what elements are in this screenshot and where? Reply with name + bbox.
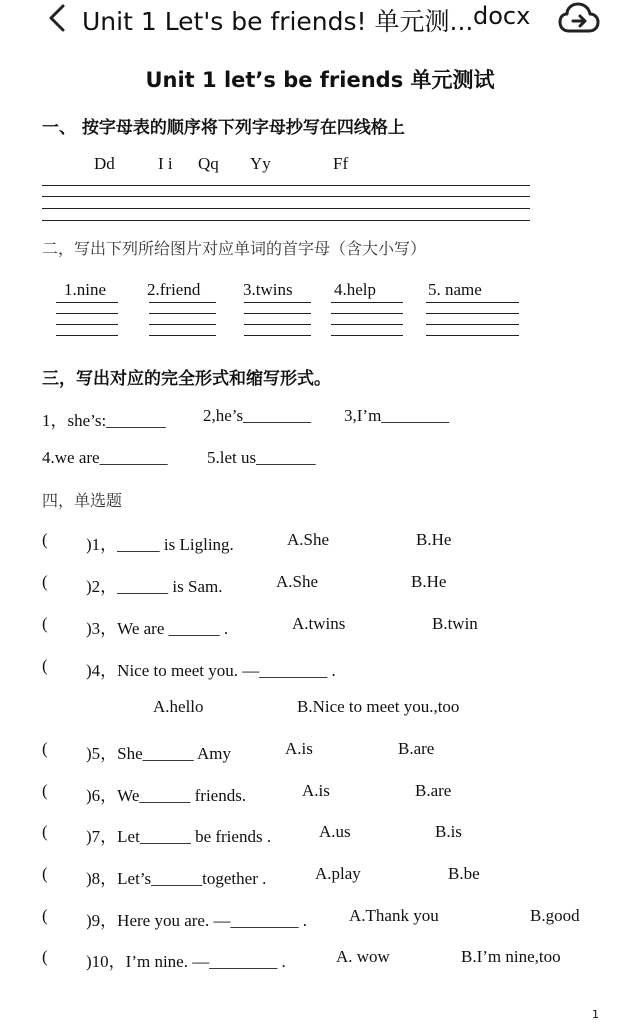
word-item: 3.twins — [243, 280, 293, 299]
file-extension: docx — [473, 2, 531, 30]
question-stem: )1，_____ is Ligling. — [86, 535, 234, 554]
question-stem: )3，We are ______ . — [86, 619, 229, 638]
word-item: 2.friend — [147, 280, 201, 299]
option-b: B.is — [435, 822, 462, 841]
answer-paren: ( — [42, 822, 48, 841]
option-b: B.Nice to meet you.,too — [297, 697, 460, 716]
question-stem: )2，______ is Sam. — [86, 577, 223, 596]
option-a: A.She — [287, 530, 330, 549]
option-b: B.be — [448, 864, 480, 883]
option-a: A.hello — [153, 697, 204, 716]
question-stem: )9，Here you are. —________ . — [86, 911, 307, 930]
question-stem: )6，We______ friends. — [86, 786, 247, 805]
contraction-item: 4.we are________ — [42, 448, 168, 467]
answer-paren: ( — [42, 739, 48, 758]
question-stem: )10，I’m nine. —________ . — [86, 952, 286, 971]
option-b: B.I’m nine,too — [461, 947, 561, 966]
option-a: A.is — [302, 781, 330, 800]
option-b: B.are — [398, 739, 435, 758]
question-stem: )8，Let’s______together . — [86, 869, 267, 888]
letter-item: Dd — [94, 154, 115, 173]
question-stem: )7，Let______ be friends . — [86, 827, 272, 846]
word-item: 1.nine — [64, 280, 107, 299]
top-bar — [0, 0, 640, 40]
cloud-upload-icon[interactable] — [558, 2, 600, 36]
option-a: A. wow — [336, 947, 390, 966]
answer-paren: ( — [42, 530, 48, 549]
option-a: A.twins — [292, 614, 346, 633]
answer-paren: ( — [42, 864, 48, 883]
option-b: B.He — [416, 530, 452, 549]
letter-item: Qq — [198, 154, 219, 173]
section1-heading: 一、 按字母表的顺序将下列字母抄写在四线格上 — [42, 118, 405, 138]
answer-paren: ( — [42, 781, 48, 800]
contraction-item: 3,I’m________ — [344, 406, 450, 425]
contraction-item: 5.let us_______ — [207, 448, 316, 467]
letter-item: I i — [158, 154, 173, 173]
question-stem: )5，She______ Amy — [86, 744, 231, 763]
option-a: A.is — [285, 739, 313, 758]
answer-paren: ( — [42, 656, 48, 675]
option-a: A.She — [276, 572, 319, 591]
section4-heading: 四，单选题 — [42, 491, 123, 510]
answer-paren: ( — [42, 614, 48, 633]
answer-paren: ( — [42, 947, 48, 966]
letter-item: Ff — [333, 154, 349, 173]
letter-item: Yy — [250, 154, 271, 173]
page-number: 1 — [592, 1008, 599, 1021]
word-item: 4.help — [334, 280, 377, 299]
answer-paren: ( — [42, 906, 48, 925]
section2-heading: 二，写出下列所给图片对应单词的首字母（含大小写） — [42, 239, 427, 258]
document-title: Unit 1 let’s be friends 单元测试 — [145, 68, 495, 92]
option-b: B.He — [411, 572, 447, 591]
option-b: B.twin — [432, 614, 478, 633]
question-stem: )4，Nice to meet you. —________ . — [86, 661, 336, 680]
word-item: 5. name — [428, 280, 482, 299]
option-a: A.us — [319, 822, 351, 841]
file-title: Unit 1 Let's be friends! 单元测... — [82, 7, 474, 36]
section3-heading: 三，写出对应的完全形式和缩写形式。 — [42, 369, 331, 389]
option-a: A.Thank you — [349, 906, 439, 925]
option-b: B.good — [530, 906, 580, 925]
option-a: A.play — [315, 864, 361, 883]
back-arrow-icon[interactable] — [44, 2, 70, 34]
answer-paren: ( — [42, 572, 48, 591]
option-b: B.are — [415, 781, 452, 800]
contraction-item: 2,he’s________ — [203, 406, 312, 425]
contraction-item: 1，she’s:_______ — [42, 411, 166, 430]
